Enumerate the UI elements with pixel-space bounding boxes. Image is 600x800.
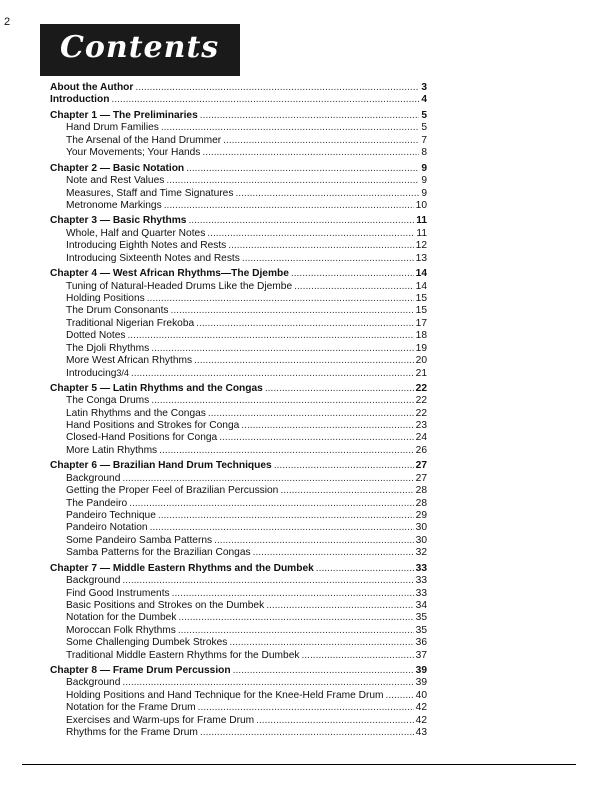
page-title: Contents [60,30,220,65]
toc-chapter[interactable] [50,665,427,677]
toc-entry-label: Whole, Half and Quarter Notes [66,227,206,239]
dot-leader [219,432,413,444]
toc-entry[interactable] [50,485,427,497]
toc-entry-label: Hand Positions and Strokes for Conga [66,420,240,432]
toc-entry-page: 19 [415,342,427,354]
toc-entry-label: Background [66,472,121,484]
toc-entry[interactable] [50,122,427,134]
toc-entry-page: 43 [415,727,427,739]
toc-entry-label: Moroccan Folk Rhythms [66,624,176,636]
dot-leader [274,460,414,472]
toc-entry[interactable] [50,690,427,702]
toc-chapter-page: 11 [416,215,427,227]
toc-entry-label: Background [66,677,121,689]
toc-top-entry[interactable] [50,94,427,106]
toc-chapter-label: Chapter 7 — Middle Eastern Rhythms and the Dumbek [50,562,314,574]
toc-entry-page: 13 [415,252,427,264]
toc-chapter-page: 14 [415,268,427,280]
toc-entry-page: 33 [415,575,427,587]
toc-entry-page: 17 [415,317,427,329]
toc-entry-page: 12 [415,240,427,252]
toc-entry[interactable] [50,408,427,420]
toc-entry[interactable] [50,175,427,187]
toc-entry-page: 10 [415,199,427,211]
toc-entry-page: 35 [415,612,427,624]
toc-entry-page: 32 [415,547,427,559]
dot-leader [291,268,414,280]
toc-entry-label: Getting the Proper Feel of Brazilian Percussion [66,485,279,497]
toc-chapter[interactable] [50,268,427,280]
toc-entry-label: More West African Rhythms [66,354,193,366]
toc-chapter-page: 33 [415,562,427,574]
toc-entry-page: 30 [415,534,427,546]
toc-entry-page: 24 [415,432,427,444]
toc-chapter-label: Chapter 1 — The Preliminaries [50,109,198,121]
toc-chapter-label: Chapter 6 — Brazilian Hand Drum Techniques [50,460,272,472]
toc-entry-label: Note and Rest Values [66,175,165,187]
toc-entry-page: 20 [415,354,427,366]
toc-entry[interactable] [50,240,427,252]
toc-entry-page: 8 [421,147,427,159]
dot-leader [131,368,414,380]
dot-leader [147,293,414,305]
toc-entry-page: 15 [415,305,427,317]
dot-leader [178,625,414,637]
toc-entry-label: Notation for the Dumbek [66,612,177,624]
table-of-contents [50,82,427,739]
toc-entry-label: Traditional Nigerian Frekoba [66,317,195,329]
dot-leader [207,228,414,240]
dot-leader [151,395,413,407]
toc-chapter-page: 39 [415,665,427,677]
toc-entry-label: Hand Drum Families [66,122,159,134]
toc-top-entry-page: 3 [421,82,427,93]
toc-entry-page: 33 [415,587,427,599]
toc-chapter[interactable] [50,215,427,227]
toc-chapter-page: 9 [421,162,427,174]
dot-leader [280,485,413,497]
toc-entry-label: Pandeiro Technique [66,510,156,522]
toc-entry-page: 28 [415,497,427,509]
dot-leader [178,612,413,624]
toc-entry-label: Pandeiro Notation [66,522,148,534]
dot-leader [164,200,414,212]
toc-entry[interactable] [50,715,427,727]
toc-entry-label: The Djoli Rhythms [66,342,150,354]
toc-entry-page: 36 [415,637,427,649]
toc-entry-label: The Pandeiro [66,497,128,509]
toc-entry[interactable] [50,522,427,534]
dot-leader [122,473,413,485]
dot-leader [172,588,414,600]
toc-entry[interactable] [50,612,427,624]
dot-leader [111,94,419,106]
toc-chapter-label: Chapter 5 — Latin Rhythms and the Congas [50,382,263,394]
toc-entry-page: 28 [415,485,427,497]
toc-chapter[interactable] [50,383,427,395]
dot-leader [151,343,413,355]
toc-entry-label: Metronome Markings [66,199,162,211]
toc-top-entry[interactable] [50,82,427,94]
dot-leader [208,408,414,420]
dot-leader [127,330,413,342]
dot-leader [161,122,419,134]
dot-leader [214,535,414,547]
toc-chapter-label: Chapter 4 — West African Rhythms—The Djembe [50,268,289,280]
time-signature: 3/4 [116,368,129,379]
dot-leader [266,600,413,612]
page-number: 2 [4,16,11,28]
toc-entry[interactable] [50,432,427,444]
toc-entry-label: Introducing Eighth Notes and Rests [66,240,227,252]
toc-entry[interactable] [50,473,427,485]
toc-entry-page: 7 [421,134,427,146]
toc-entry[interactable] [50,395,427,407]
toc-entry[interactable] [50,677,427,689]
toc-entry-page: 23 [415,420,427,432]
toc-entry-label: Tuning of Natural-Headed Drums Like the Djembe [66,280,293,292]
toc-entry[interactable] [50,147,427,159]
toc-entry-page: 14 [415,280,427,292]
toc-entry-label: More Latin Rhythms [66,444,158,456]
toc-entry[interactable] [50,135,427,147]
toc-entry[interactable] [50,355,427,367]
toc-entry-page: 40 [415,689,427,701]
dot-leader [242,253,414,265]
toc-entry-page: 30 [415,522,427,534]
dot-leader [158,510,414,522]
toc-entry-label: Background [66,575,121,587]
toc-entry-label: Traditional Middle Eastern Rhythms for the Dumbek [66,649,300,661]
toc-entry[interactable] [50,510,427,522]
toc-entry-page: 22 [415,395,427,407]
toc-entry[interactable] [50,637,427,649]
toc-entry[interactable] [50,293,427,305]
toc-entry-page: 15 [415,293,427,304]
toc-entry[interactable] [50,702,427,714]
toc-entry-page: 18 [415,330,427,342]
toc-chapter-page: 27 [415,460,427,472]
toc-entry[interactable] [50,575,427,587]
toc-chapter-label: Chapter 8 — Frame Drum Percussion [50,665,231,677]
toc-entry-label: Basic Positions and Strokes on the Dumbek [66,599,265,611]
toc-entry-page: 11 [416,227,427,239]
toc-entry-label: Closed-Hand Positions for Conga [66,432,218,444]
toc-entry-page: 42 [415,714,427,726]
toc-entry-page: 5 [421,122,427,134]
toc-entry-label: Some Challenging Dumbek Strokes [66,637,228,649]
toc-chapter[interactable] [50,110,427,122]
dot-leader [186,163,419,175]
toc-entry-page: 29 [415,510,427,522]
toc-entry[interactable] [50,650,427,662]
toc-entry-page: 9 [421,175,427,187]
toc-chapter[interactable] [50,460,427,472]
toc-chapter-label: Chapter 2 — Basic Notation [50,162,185,174]
dot-leader [196,318,413,330]
toc-entry-label: Measures, Staff and Time Signatures [66,187,234,199]
toc-entry-label: The Drum Consonants [66,305,169,317]
toc-top-entry-label: About the Author [50,82,134,93]
dot-leader [235,188,419,200]
dot-leader [150,522,414,534]
toc-entry-page: 27 [415,472,427,484]
toc-entry[interactable] [50,420,427,432]
bottom-rule [22,764,576,765]
toc-entry-label: Introducing [66,368,117,380]
dot-leader [198,702,414,714]
dot-leader [202,147,419,159]
toc-entry[interactable] [50,318,427,330]
toc-entry[interactable] [50,253,427,265]
toc-entry-label: Latin Rhythms and the Congas [66,407,206,419]
toc-entry[interactable] [50,547,427,559]
dot-leader [200,110,420,122]
toc-entry-label: Your Movements; Your Hands [66,147,201,159]
toc-entry-page: 39 [415,677,427,689]
toc-entry[interactable] [50,228,427,240]
toc-entry-label: The Arsenal of the Hand Drummer [66,134,222,146]
toc-entry[interactable] [50,281,427,293]
toc-chapter-page: 5 [421,109,427,121]
dot-leader [166,175,419,187]
toc-entry-label: Exercises and Warm-ups for Frame Drum [66,714,255,726]
dot-leader [233,665,414,677]
dot-leader [159,445,414,457]
toc-chapter[interactable] [50,563,427,575]
toc-entry[interactable] [50,343,427,355]
dot-leader [200,727,414,739]
toc-entry[interactable] [50,367,427,379]
toc-chapter-label: Chapter 3 — Basic Rhythms [50,215,187,227]
dot-leader [188,215,414,227]
toc-entry-label: Samba Patterns for the Brazilian Congas [66,547,251,559]
dot-leader [228,240,413,252]
dot-leader [122,575,413,587]
toc-chapter-page: 22 [415,382,427,394]
toc-entry-label: Holding Positions and Hand Technique for the Knee-Held Frame Drum [66,689,384,701]
toc-entry-page: 42 [415,702,427,714]
dot-leader [241,420,413,432]
toc-entry[interactable] [50,200,427,212]
toc-entry-page: 21 [415,368,427,380]
toc-entry[interactable] [50,305,427,317]
toc-entry[interactable] [50,727,427,739]
dot-leader [223,135,419,147]
toc-entry-label: The Conga Drums [66,395,150,407]
dot-leader [294,281,414,293]
toc-entry-page: 37 [415,649,427,661]
toc-entry-label: Some Pandeiro Samba Patterns [66,534,213,546]
toc-entry-label: Rhythms for the Frame Drum [66,727,198,739]
dot-leader [256,715,414,727]
dot-leader [129,498,413,510]
toc-entry[interactable] [50,600,427,612]
toc-entry-label: Notation for the Frame Drum [66,702,196,714]
toc-entry-label: Introducing Sixteenth Notes and Rests [66,252,240,264]
dot-leader [171,305,414,317]
toc-entry-page: 35 [415,624,427,636]
dot-leader [301,650,413,662]
toc-entry-page: 34 [415,599,427,611]
toc-entry[interactable] [50,445,427,457]
toc-entry-page: 9 [421,187,427,199]
toc-entry[interactable] [50,498,427,510]
dot-leader [265,383,414,395]
toc-entry[interactable] [50,330,427,342]
dot-leader [229,637,413,649]
dot-leader [253,547,414,559]
dot-leader [316,563,414,575]
dot-leader [135,82,419,94]
toc-top-entry-label: Introduction [50,94,110,106]
toc-entry[interactable] [50,188,427,200]
toc-entry[interactable] [50,535,427,547]
toc-top-entry-page: 4 [421,94,427,106]
toc-entry-page: 26 [415,444,427,456]
toc-entry-label: Holding Positions [66,293,145,304]
toc-entry-label: Dotted Notes [66,330,126,342]
toc-entry[interactable] [50,625,427,637]
dot-leader [386,690,414,702]
toc-entry[interactable] [50,588,427,600]
toc-entry-page: 22 [415,407,427,419]
dot-leader [194,355,414,367]
dot-leader [122,677,413,689]
toc-entry-label: Find Good Instruments [66,587,170,599]
toc-chapter[interactable] [50,163,427,175]
